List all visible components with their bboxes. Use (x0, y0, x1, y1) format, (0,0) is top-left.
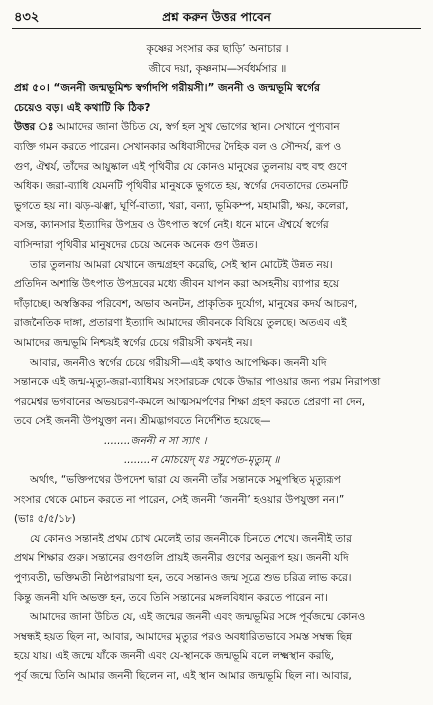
text-line: প্রথম শিক্ষার গুরু। সন্তানের গুণগুলি প্রায়ই জননীর গুণের অনুরূপ হয়। জননী যদি (14, 552, 349, 565)
page-header (14, 4, 419, 26)
text-line: কিন্তু জননী যদি অভক্ত হন, তবে তিনি সন্তানের মঙ্গলবিধান করতে পারেন না। (14, 591, 328, 604)
verse-line: জীবে দয়া, কৃষ্ণনাম—সর্বধর্মসার ॥ (148, 62, 287, 75)
text-line: সন্তানকে এই জন্ম-মৃত্যু-জরা-ব্যাধিময় সংসারচক্র থেকে উদ্ধার পাওয়ার জন্য পরম নিরাপত্তা (14, 376, 381, 389)
text-line: ভুগতে হয় না। ঝড়-ঝঞ্ঝা, ঘূর্ণি-বাত্যা, খরা, বন্যা, ভূমিকম্প, মহামারী, ক্ষয়, কলেরা, (14, 199, 349, 212)
text-line: পুণ্যবতী, ভক্তিমতী নিষ্ঠাপরায়ণা হন, তবে সন্তানও জন্ম সূত্রে শুভ চরিত্র লাভ করে। (14, 572, 352, 585)
text-line: অধিক। জরা-ব্যাধি যেমনটি পৃথিবীর মানুষকে ভুগতে হয়, স্বর্গের দেবতাদের তেমনটি (14, 180, 348, 193)
sanskrit-verse: ........ন মোচয়েদ্ যঃ সমুপেত-মৃত্যুম্ ॥ (124, 454, 280, 467)
text-line: আমাদের জন্মভূমি নিশ্চয়ই স্বর্গের চেয়ে গরীয়সী কখনই নয়। (14, 336, 253, 349)
page-body (14, 34, 421, 687)
text-line: যে কোনও সন্তানই প্রথম চোখ মেলেই তার জননীকে চিনতে শেখে। জননীই তার (30, 532, 352, 545)
text-line: আবার, জননীও স্বর্গের চেয়ে গরীয়সী—এই কথাও আপেক্ষিক। জননী যদি (30, 356, 327, 369)
scripture-reference: (ভাঃ ৫/৫/১৮) (14, 513, 76, 526)
page-number: ৪৩২ (14, 10, 40, 25)
running-title: প্রশ্ন করুন উত্তর পাবেন (162, 10, 271, 24)
text-line: রাজনৈতিক দাঙ্গা, প্রতারণা ইত্যাদি আমাদের জীবনকে বিষিয়ে তুলছে। অতএব এই (14, 317, 347, 330)
text-line: পূর্ব জন্মে তিনি আমার জননী ছিলেন না, এই স্থান আমার জন্মভূমি ছিল না। আবার, (14, 670, 352, 682)
text-line: বাসিন্দারা পৃথিবীর মানুষদের চেয়ে অনেক অনেক গুণ উন্নত। (14, 238, 258, 251)
text-line: তার তুলনায় আমরা যেখানে জন্মগ্রহণ করেছি, সেই স্থান মোটেই উন্নত নয়। (30, 258, 333, 271)
text-line: অর্থাৎ, “ভক্তিপথের উপদেশ দ্বারা যে জননী তাঁর সন্তানকে সমুপস্থিত মৃত্যুরূপ (30, 474, 341, 487)
sanskrit-verse: ........জননী ন সা স্যাৎ । (104, 434, 207, 447)
question-line: চেয়েও বড়। এই কথাটি কি ঠিক? (14, 101, 151, 114)
answer-line (14, 118, 421, 138)
text-line: সংসার থেকে মোচন করতে না পারেন, সেই জননী ‘জননী’ হওয়ার উপযুক্তা নন।” (14, 493, 345, 506)
text-line: হয়ে যায়। এই জন্মে যাঁকে জননী এবং যে-স্থানকে জন্মভূমি বলে লক্ষ্মস্থান করছি, (14, 650, 335, 663)
text-line: গুণ, ঐশ্বর্য, তাঁদের আয়ুষ্কাল এই পৃথিবীর যে কোনও মানুষের তুলনায় বহু বহু গুণে (14, 160, 348, 173)
text-line: আমাদের জানা উচিত যে, এই জন্মের জননী এবং জন্মভূমির সঙ্গে পূর্বজন্মে কোনও (30, 611, 366, 624)
answer-label: উত্তর ঃ (14, 121, 54, 134)
text-line: তবে সেই জননী উপযুক্তা নন। শ্রীমদ্ভাগবতে নির্দেশিত হয়েছে— (14, 415, 271, 428)
text-line: প্রতিদিন অশান্তি উৎপাত উপদ্রবের মধ্যে জীবন যাপন করা অসহনীয় ব্যাপার হয়ে (14, 278, 339, 291)
text-line: ব্যক্তি গমন করতে পারেন। সেখানকার অধিবাসীদের দৈহিক বল ও সৌন্দর্য, রূপ ও (14, 140, 342, 153)
text-line: পরমেশ্বর ভগবানের অভয়চরণ-কমলে আত্মসমর্পণের শিক্ষা গ্রহণ করতে প্রেরণা না দেন, (14, 395, 366, 408)
header-rule (12, 28, 421, 29)
text-line: দাঁড়াচ্ছে। অস্বস্তিকর পরিবেশ, অভাব অনটন, প্রাকৃতিক দুর্যোগ, মানুষের কদর্য আচরণ, (14, 297, 358, 310)
text-line: আমাদের জানা উচিত যে, স্বর্গ হল সুখ ভোগের স্থান। সেখানে পুণ্যবান (56, 121, 340, 134)
text-line: বসন্ত, ক্যানসার ইত্যাদির উপদ্রব ও উৎপাত স্বর্গে নেই। ধনে মানে ঐশ্বর্যে স্বর্গের (14, 219, 329, 232)
verse-line: কৃষ্ণের সংসার কর ছাড়ি’ অনাচার । (146, 43, 289, 55)
question-line: প্রশ্ন ৫০। “জননী জন্মভূমিশ্চ স্বর্গাদপি গরীয়সী।” জননী ও জন্মভূমি স্বর্গের (14, 82, 320, 95)
text-line: সম্বন্ধই হয়ত ছিল না, আবার, আমাদের মৃত্যুর পরও অবধারিতভাবে সমস্ত সম্বন্ধ ছিন্ন (14, 630, 353, 643)
